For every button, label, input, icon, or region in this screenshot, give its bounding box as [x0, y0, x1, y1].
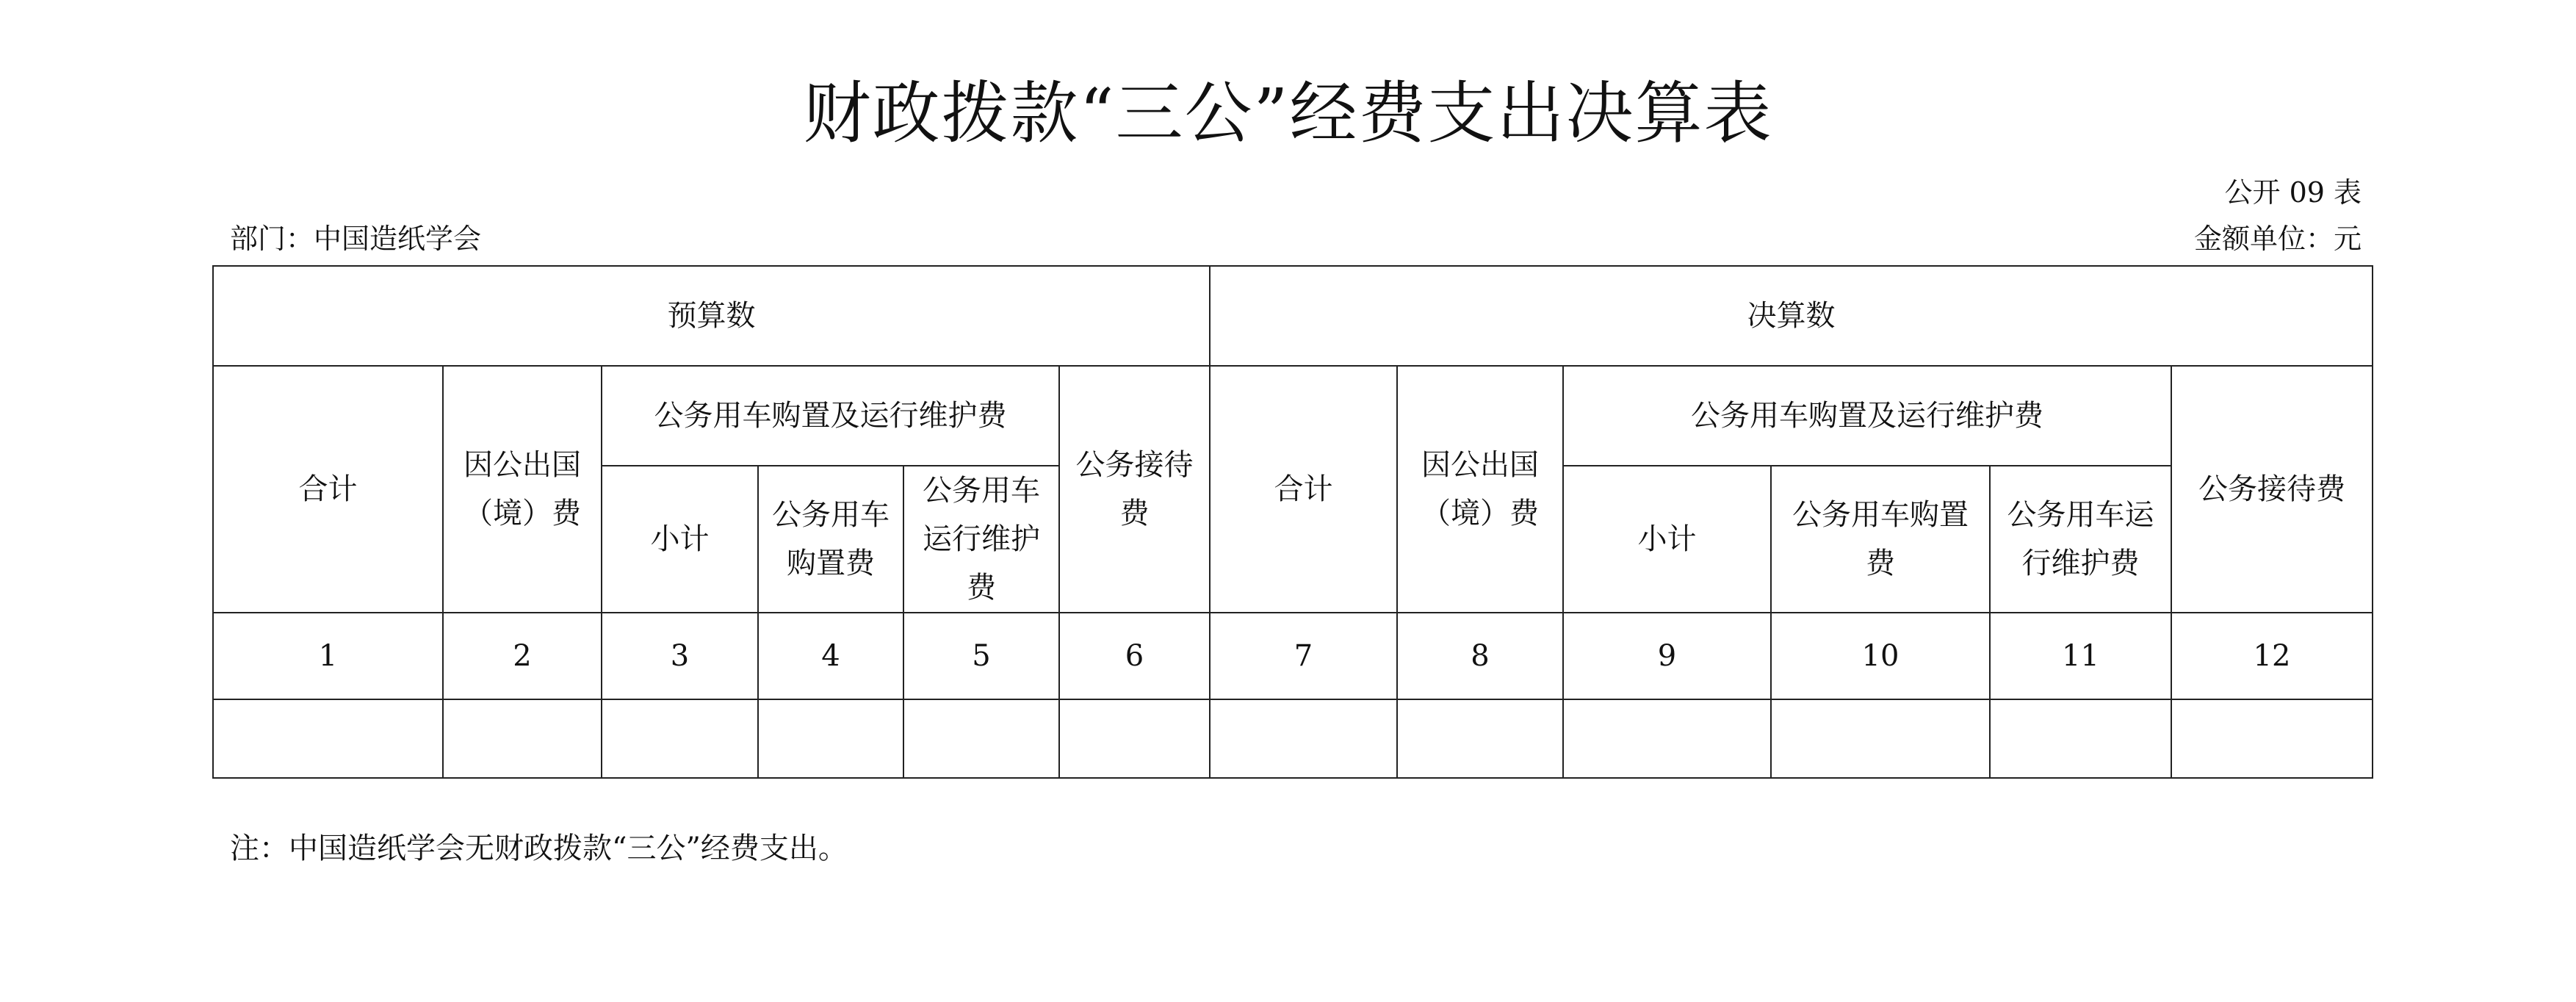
three-public-expenses-table: [212, 265, 2373, 779]
column-number-row: [213, 613, 2373, 699]
table-row: [213, 699, 2373, 778]
footnote: 注：中国造纸学会无财政拨款“三公”经费支出。: [230, 832, 848, 865]
data-cell: [2171, 699, 2373, 778]
final-abroad-header: 因公出国（境）费: [1397, 366, 1563, 613]
budget-group-header: 预算数: [213, 266, 1210, 366]
amount-unit-label: 金额单位：元: [2193, 223, 2362, 255]
column-number: 8: [1397, 613, 1563, 699]
column-number: 9: [1563, 613, 1771, 699]
group-header-row: [213, 266, 2373, 366]
column-number: 11: [1990, 613, 2171, 699]
form-number: 公开 09 表: [2224, 176, 2362, 209]
column-number: 7: [1210, 613, 1397, 699]
final-vehicle-subtotal-header: 小计: [1563, 466, 1771, 613]
data-cell: [1990, 699, 2171, 778]
final-reception-header: 公务接待费: [2171, 366, 2373, 613]
budget-vehicle-group-header: 公务用车购置及运行维护费: [602, 366, 1059, 466]
department-label: 部门：中国造纸学会: [230, 223, 482, 255]
column-number: 2: [443, 613, 602, 699]
data-cell: [602, 699, 758, 778]
final-vehicle-group-header: 公务用车购置及运行维护费: [1563, 366, 2171, 466]
page-title: 财政拨款“三公”经费支出决算表: [803, 74, 1773, 153]
data-cell: [1771, 699, 1990, 778]
budget-reception-header: 公务接待费: [1059, 366, 1210, 613]
column-number: 10: [1771, 613, 1990, 699]
budget-vehicle-purchase-header: 公务用车购置费: [758, 466, 903, 613]
final-group-header: 决算数: [1210, 266, 2373, 366]
data-cell: [443, 699, 602, 778]
budget-total-header: 合计: [213, 366, 443, 613]
column-number: 5: [903, 613, 1059, 699]
data-cell: [758, 699, 903, 778]
data-cell: [1397, 699, 1563, 778]
data-cell: [213, 699, 443, 778]
final-vehicle-purchase-header: 公务用车购置费: [1771, 466, 1990, 613]
column-number: 6: [1059, 613, 1210, 699]
data-cell: [1059, 699, 1210, 778]
budget-vehicle-subtotal-header: 小计: [602, 466, 758, 613]
column-number: 1: [213, 613, 443, 699]
budget-vehicle-operation-header: 公务用车运行维护费: [903, 466, 1059, 613]
column-number: 12: [2171, 613, 2373, 699]
data-cell: [1563, 699, 1771, 778]
column-number: 3: [602, 613, 758, 699]
final-total-header: 合计: [1210, 366, 1397, 613]
data-cell: [1210, 699, 1397, 778]
column-number: 4: [758, 613, 903, 699]
final-vehicle-operation-header: 公务用车运行维护费: [1990, 466, 2171, 613]
budget-abroad-header: 因公出国（境）费: [443, 366, 602, 613]
data-cell: [903, 699, 1059, 778]
sub-header-row-1: [213, 366, 2373, 466]
